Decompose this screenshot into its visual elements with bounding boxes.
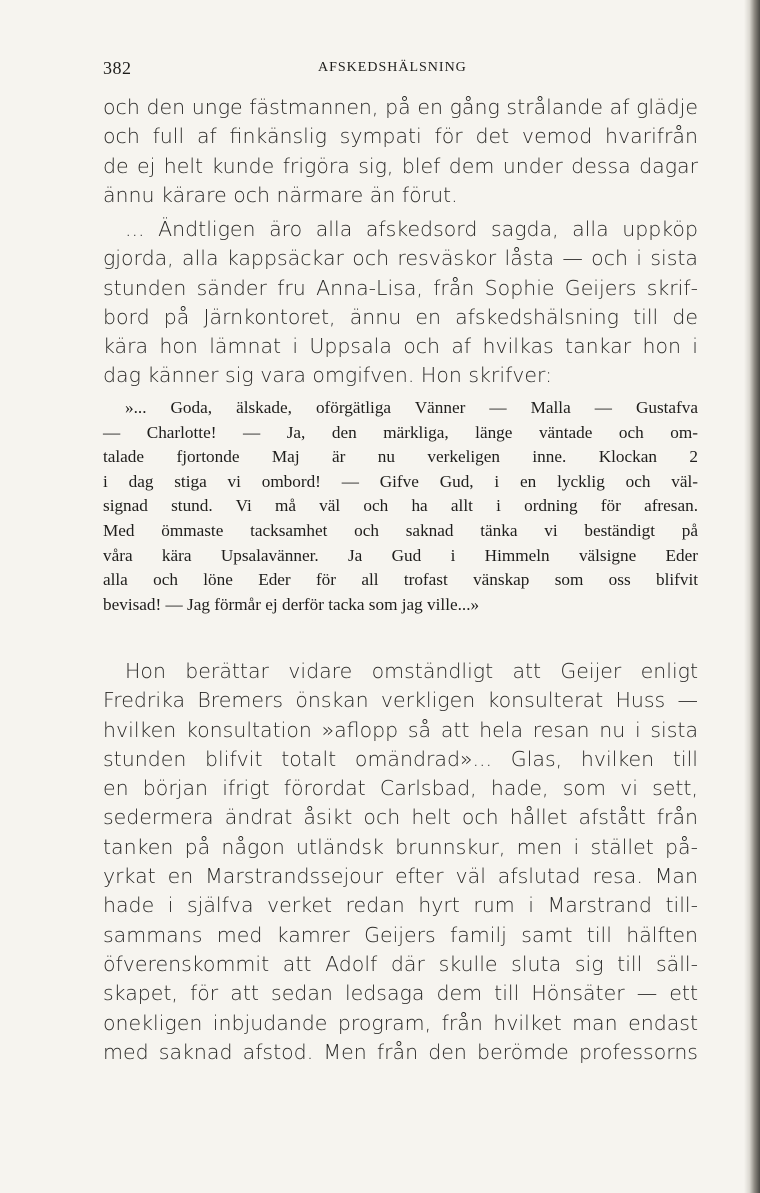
text-line: dag känner sig vara omgifven. Hon skrifver: <box>103 363 552 388</box>
quote-line: bevisad! — Jag förmår ej derför tacka som jag ville...» <box>103 594 480 614</box>
quote-line: Med ömmaste tacksamhet och saknad tänka vi beständigt på <box>103 520 698 540</box>
text-line: ... Ändtligen äro alla afskedsord sagda, alla uppköp <box>125 217 698 241</box>
quote-line: »... Goda, älskade, oförgätliga Vänner — Malla — Gustafva <box>125 398 698 417</box>
text-line: öfverenskommit att Adolf där skulle sluta sig till säll- <box>103 951 698 976</box>
page-header <box>103 58 698 82</box>
text-line: bord på Järnkontoret, ännu en afskedshälsning till de <box>103 304 698 329</box>
text-line: tanken på någon utländsk brunnskur, men i stället på- <box>103 834 698 859</box>
text-line: sedermera ändrat åsikt och helt och hållet afstått från <box>103 805 698 830</box>
text-line: stunden blifvit totalt omändrad»... Glas, hvilken till <box>103 746 698 771</box>
text-line: de ej helt kunde frigöra sig, blef dem under dessa dagar <box>103 153 698 178</box>
paragraph-1 <box>103 93 698 210</box>
text-line: skapet, för att sedan ledsaga dem till Hönsäter — ett <box>103 981 698 1006</box>
quote-line: våra kära Upsalavänner. Ja Gud i Himmeln välsigne Eder <box>103 545 698 565</box>
text-line: gjorda, alla kappsäckar och resväskor låsta — och i sista <box>103 246 698 271</box>
quote-line: i dag stiga vi ombord! — Gifve Gud, i en lycklig och väl- <box>103 471 698 491</box>
quote-line: alla och löne Eder för all trofast vänskap som oss blifvit <box>103 570 698 590</box>
page-edge-shadow <box>744 0 760 1193</box>
text-line: sammans med kamrer Geijers familj samt till hälften <box>103 922 698 947</box>
text-line: och full af finkänslig sympati för det vemod hvarifrån <box>103 124 698 149</box>
text-line: med saknad afstod. Men från den berömde professorns <box>103 1039 698 1064</box>
paragraph-3 <box>103 657 698 1067</box>
text-line: Hon berättar vidare omständligt att Geijer enligt <box>125 659 698 683</box>
text-line: kära hon lämnat i Uppsala och af hvilkas tankar hon i <box>103 334 698 359</box>
text-line: och den unge fästmannen, på en gång strålande af glädje <box>103 95 698 119</box>
text-line: hade i själfva verket redan hyrt rum i Marstrand till- <box>103 893 698 918</box>
paragraph-2 <box>103 215 698 391</box>
quoted-letter <box>103 396 698 617</box>
running-title: AFSKEDSHÄLSNING <box>318 60 467 75</box>
text-line: ännu kärare och närmare än förut. <box>103 182 458 207</box>
text-line: en början ifrigt förordat Carlsbad, hade, som vi sett, <box>103 776 698 801</box>
quote-line: — Charlotte! — Ja, den märkliga, länge väntade och om- <box>103 422 698 442</box>
page-number: 382 <box>103 58 132 78</box>
quote-line: talade fjortonde Maj är nu verkeligen inne. Klockan 2 <box>103 447 698 467</box>
quote-line: signad stund. Vi må väl och ha allt i ordning för afresan. <box>103 496 698 516</box>
text-line: onekligen inbjudande program, från hvilket man endast <box>103 1010 698 1035</box>
text-line: Fredrika Bremers önskan verkligen konsulterat Huss — <box>103 688 698 713</box>
text-line: yrkat en Marstrandssejour efter väl afslutad resa. Man <box>103 864 698 889</box>
text-line: stunden sänder fru Anna-Lisa, från Sophie Geijers skrif- <box>103 275 698 300</box>
text-line: hvilken konsultation »aflopp så att hela resan nu i sista <box>103 717 698 742</box>
